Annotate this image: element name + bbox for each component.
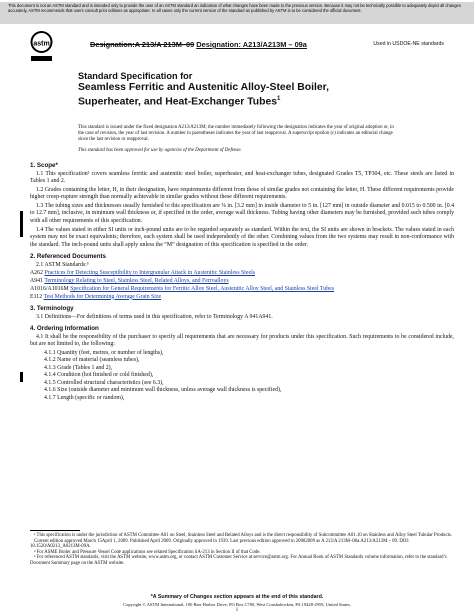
approval-note: This standard has been approved for use by agencies of the Department of Defense. [78,148,242,153]
para-2-1: 2.1 ASTM Standards:³ [36,261,89,268]
reference-link[interactable]: Test Methods for Determining Average Grain Size [43,293,162,300]
reference-item: E112 Test Methods for Determining Average Grain Size [30,293,162,300]
ordering-item: 4.1.7 Length (specific or random), [44,394,125,401]
designation-old: Designation:A 213/A 213M–09 [90,40,195,49]
reference-link[interactable]: Practices for Detecting Susceptibility to Intergranular Attack in Austenitic Stainless Steels [44,270,256,277]
document-body [30,158,454,402]
title-footnote-mark: 1 [277,95,281,102]
ordering-item: 4.1.3 Grade (Tables 1 and 2), [44,364,113,371]
astm-logo-icon [30,29,53,72]
copyright: Copyright © ASTM International, 100 Barr Harbor Drive, PO Box C700, West Conshohocken, PA 19428-2959, United States. [123,602,351,607]
para-4-1: 4.1 It shall be the responsibility of the purchaser to specify all requirements that are necessary for products under this specification. Such requirements to be considered include, but are not limited to, the following: [30,333,454,348]
reference-list [30,270,454,301]
page-number: 1 [235,608,239,613]
reference-link[interactable]: Specification for General Requirements for Ferritic Alloy Steel, Austenitic Alloy Steel, and Stainless Steel Tubes [70,285,335,292]
title-line-1: Standard Specification for [78,71,193,81]
reference-link[interactable]: Terminology Relating to Steel, Stainless Steel, Related Alloys, and Ferroalloys [44,278,229,285]
designation [90,40,307,49]
change-bar [20,372,23,382]
footnote: Current edition approved March 15April 1, 2009. Published April 2009. Originally approved in 1939. Last previous edition approved in 20082009 as A 213/A 213M–08a.A213/A213M – 09. DOI: 10.1520/A0213_A0213M-09A. [30,538,410,550]
ordering-item: 4.1.4 Condition (hot finished or cold finished), [44,372,154,379]
reference-item: A941 Terminology Relating to Steel, Stainless Steel, Related Alloys, and Ferroalloys [30,278,229,285]
footnote: ² For ASME Boiler and Pressure Vessel Code applications see related Specification SA-213 in Section II of that Code. [34,549,261,555]
svg-text:astm: astm [33,40,50,48]
para-1-4: 1.4 The values stated in either SI units or inch-pound units are to be regarded separately as standard. Within the text, the SI units are shown in brackets. The values stated in each system may not be exact equivalents; therefore, each system shall be used independently of the other. Combining values from the two systems may result in non-conformance with the standard. The inch-pound units shall apply unless the “M” designation of this specification is specified in the order. [30,226,454,248]
footnotes [30,533,454,567]
title-line-3: Superheater, and Heat-Exchanger Tubes$^1$ [78,95,281,108]
footnote-rule [30,530,80,531]
ordering-item: 4.1.1 Quantity (feet, metres, or number of lengths), [44,349,164,356]
standard-title [78,71,398,108]
ordering-item: 4.1.2 Name of material (seamless tubes), [44,357,140,364]
reference-item: A1016/A1016M Specification for General Requirements for Ferritic Alloy Steel, Austenitic Alloy Steel, and Stainless Steel Tubes [30,285,335,292]
section-terminology-heading: 3. Terminology [30,304,74,312]
ordering-items [30,350,454,403]
summary-note: *A Summary of Changes section appears at the end of this standard. [150,594,324,600]
disclaimer-banner: This document is not an ASTM standard and is intended only to provide the user of an ASTM standard an indication of what changes have been made to the previous version. Because it may not be technically possible to adequately depict all changes accurately, ASTM recommends that users consult prior editions as appropriate. In all cases only the current version of the standard as published by ASTM is to be considered the official document. [0,2,474,24]
reference-item: A262 Practices for Detecting Susceptibility to Intergranular Attack in Austenitic Stainless Steels [30,270,256,277]
ordering-item: 4.1.6 Size (outside diameter and minimum wall thickness, unless average wall thickness is specified), [44,387,282,394]
astm-logo [30,29,53,72]
para-1-2: 1.2 Grades containing the letter, H, in their designation, have requirements different from those of similar grades not containing the letter, H. These different requirements provide higher creep-rupture strength than normally achievable in similar grades without these different requirements. [30,186,454,201]
designation-new: Designation: A213/A213M – 09a [196,40,307,49]
section-scope-heading: 1. Scope* [30,161,58,169]
para-3-1: 3.1 Definitions—For definitions of terms used in this specification, refer to Terminology A 941A941. [36,313,273,320]
para-1-3: 1.3 The tubing sizes and thicknesses usually furnished to this specification are ⅛ in. [3.2 mm] in inside diameter to 5 in. [127 mm] in outside diameter and 0.015 to 0.500 in. [0.4 to 12.7 mm], inclusive, in minimum wall thickness or, if specified in the order, average wall thickness. Tubing having other diameters may be furnished, provided such tubes comply with all other requirements of this specification. [30,202,454,224]
issuance-note: This standard is issued under the fixed designation A213/A213M; the number immediately following the designation indicates the year of original adoption or, in the case of revision, the year of last revision. A number in parentheses indicates the year of last reapproval. A superscript epsilon (ε) indicates an editorial change since the last revision or reapproval. [78,125,394,143]
footnote: ³ For referenced ASTM standards, visit the ASTM website, www.astm.org, or contact ASTM Customer Service at service@astm.org. For Annual Book of ASTM Standards volume information, refer to the standard’s Document Summary page on the ASTM website. [30,555,447,566]
para-1-1: 1.1 This specification² covers seamless ferritic and austenitic steel boiler, superheater, and heat-exchanger tubes, designated Grades T5, TP304, etc. These steels are listed in Tables 1 and 2. [30,170,454,184]
usage-note: Used in USDOE-NE standards [373,41,444,47]
section-refs-heading: 2. Referenced Documents [30,252,106,260]
change-bar [20,211,23,237]
section-ordering-heading: 4. Ordering Information [30,324,99,332]
footnote: ¹ This specification is under the jurisdiction of ASTM Committee A01 on Steel, Stainless Steel and Related Alloys and is the direct responsibility of Subcommittee A01.10 on Stainless and Alloy Steel Tubular Products. [34,533,452,538]
title-line-2: Seamless Ferritic and Austenitic Alloy-Steel Boiler, [78,82,329,93]
ordering-item: 4.1.5 Controlled structural characteristics (see 6.3), [44,379,164,386]
